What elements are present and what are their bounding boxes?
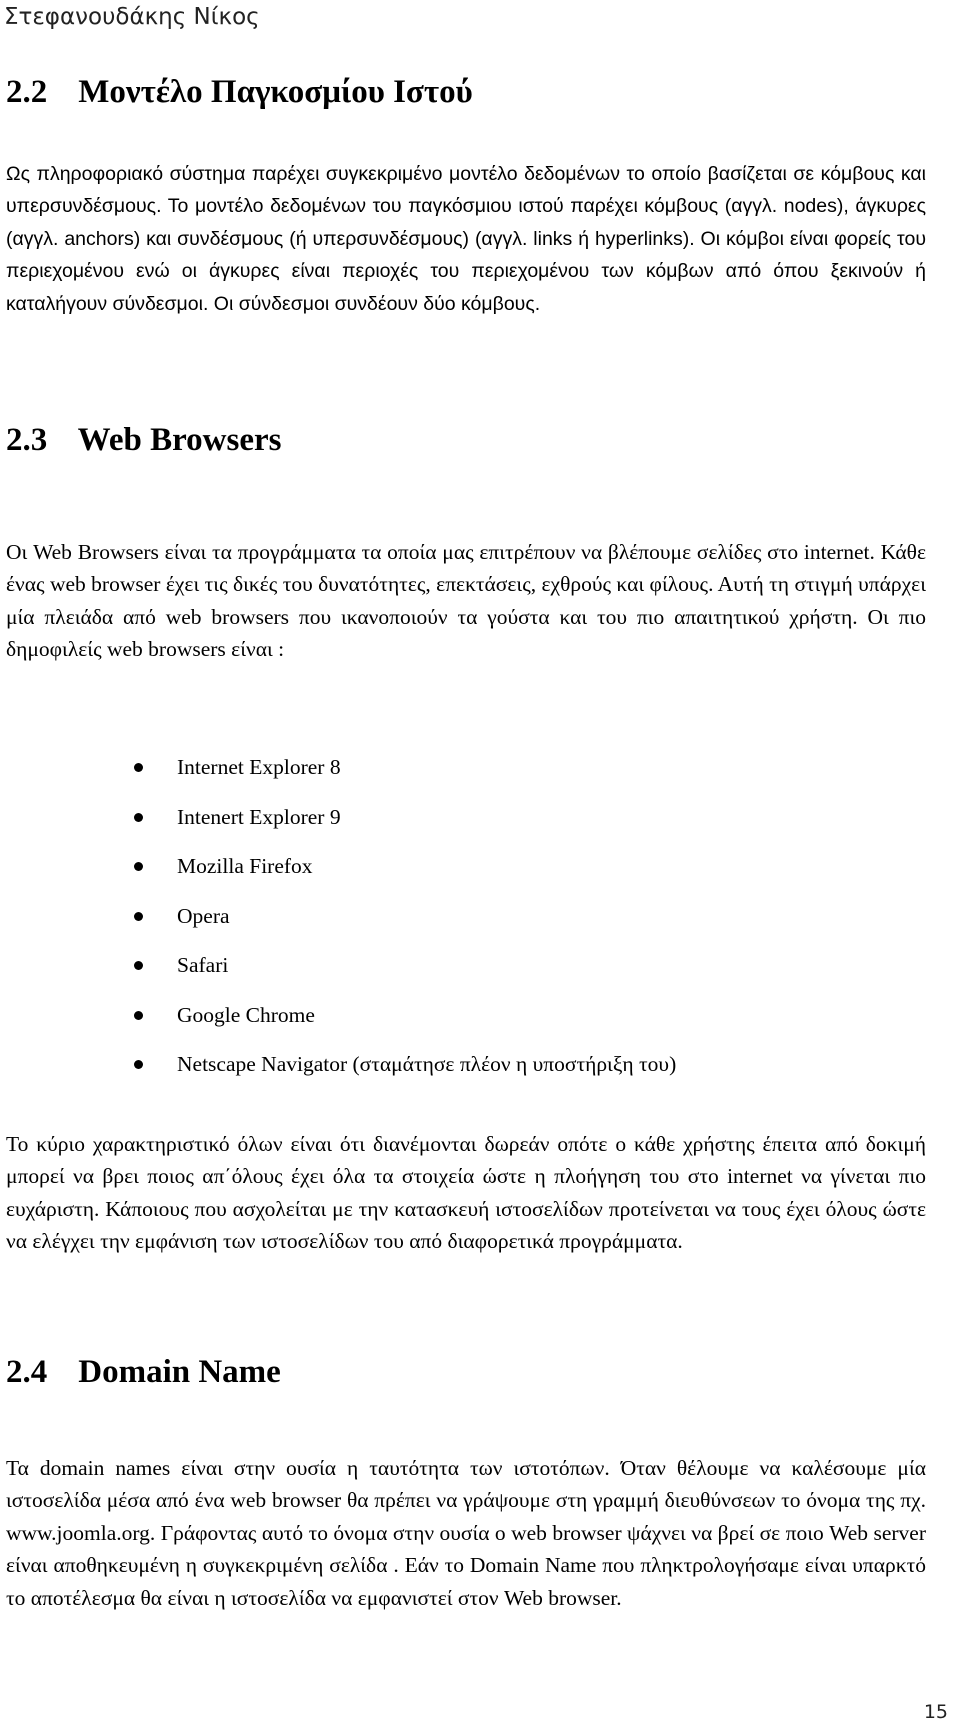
section-heading-2-4 — [6, 1352, 281, 1392]
browser-list — [0, 752, 940, 1099]
list-item-text: Internet Explorer 8 — [177, 755, 341, 779]
section-number: 2.4 — [6, 1354, 48, 1390]
section-heading-2-2 — [6, 72, 473, 112]
list-item — [0, 851, 940, 901]
paragraph-world-wide-web-model: Ως πληροφοριακό σύστημα παρέχει συγκεκριμένο μοντέλο δεδομένων το οποίο βασίζεται σε κόμβους και υπερσυνδέσμους. Το μοντέλο δεδομένων του παγκόσμιου ιστού παρέχει κόμβους (αγγλ. nodes), άγκυρες (αγγλ. anchors) και συνδέσμους (ή υπερσυνδέσμους) (αγγλ. links ή hyperlinks). Οι κόμβοι είναι φορείς του περιεχομένου ενώ οι άγκυρες είναι περιοχές του περιεχομένου των κόμβων από όπου ξεκινούν ή καταλήγουν σύνδεσμοι. Οι σύνδεσμοι συνδέουν δύο κόμβους. — [6, 163, 926, 315]
bullet-icon — [134, 763, 143, 772]
section-number: 2.3 — [6, 422, 48, 458]
section-title: Μοντέλο Παγκοσμίου Ιστού — [78, 74, 473, 110]
list-item — [0, 901, 940, 951]
list-item-text: Mozilla Firefox — [177, 854, 313, 878]
list-item-text: Intenert Explorer 9 — [177, 804, 341, 829]
page-number: 15 — [923, 1701, 948, 1723]
section-heading-2-3 — [6, 420, 281, 460]
bullet-icon — [134, 1011, 143, 1020]
list-item — [0, 1049, 940, 1099]
list-item-text: Opera — [177, 903, 230, 928]
list-item-text: Netscape Navigator (σταμάτησε πλέον η υποστήριξη του) — [177, 1052, 677, 1076]
paragraph-web-browsers-summary: Το κύριο χαρακτηριστικό όλων είναι ότι διανέμονται δωρεάν οπότε ο κάθε χρήστης έπειτα από δοκιμή μπορεί να βρει ποιος απ΄όλους έχει όλα τα στοιχεία ώστε η πλοήγηση του στο internet να γίνεται πιο ευχάριστη. Κάποιους που ασχολείται με την κατασκευή ιστοσελίδων προτείνεται να τους έχει όλους ώστε να ελέγχει την εμφάνιση των ιστοσελίδων του από διαφορετικά προγράμματα. — [6, 1132, 926, 1254]
running-header-author: Στεφανουδάκης Νίκος — [4, 4, 260, 30]
list-item — [0, 802, 940, 852]
list-item — [0, 950, 940, 1000]
list-item — [0, 1000, 940, 1050]
section-number: 2.2 — [6, 74, 48, 110]
list-item-text: Safari — [177, 953, 229, 977]
bullet-icon — [134, 1060, 143, 1069]
section-title: Domain Name — [78, 1354, 281, 1390]
bullet-icon — [134, 961, 143, 970]
section-title: Web Browsers — [77, 422, 282, 458]
list-item-text: Google Chrome — [177, 1002, 315, 1027]
paragraph-domain-name: Τα domain names είναι στην ουσία η ταυτότητα των ιστοτόπων. Όταν θέλουμε να καλέσουμε μία ιστοσελίδα μέσα από ένα web browser θα πρέπει να γράψουμε στη γραμμή διευθύνσεων το όνομα της πχ. www.joomla.org. Γράφοντας αυτό το όνομα στην ουσία ο web browser ψάχνει να βρεί σε ποιο Web server είναι αποθηκευμένη η συγκεκριμένη σελίδα . Εάν το Domain Name που πληκτρολογήσαμε είναι υπαρκτό το αποτέλεσμα θα είναι η ιστοσελίδα να εμφανιστεί στον Web browser. — [6, 1456, 926, 1610]
bullet-icon — [134, 912, 143, 921]
bullet-icon — [134, 862, 143, 871]
list-item — [0, 752, 940, 802]
paragraph-web-browsers-intro: Οι Web Browsers είναι τα προγράμματα τα οποία μας επιτρέπουν να βλέπουμε σελίδες στο internet. Κάθε ένας web browser έχει τις δικές του δυνατότητες, επεκτάσεις, εχθρούς και φίλους. Αυτή τη στιγμή υπάρχει μία πλειάδα από web browsers που ικανοποιούν τα γούστα και του πιο απαιτητικού χρήστη. Οι πιο δημοφιλείς web browsers είναι : — [6, 540, 926, 662]
bullet-icon — [134, 813, 143, 822]
